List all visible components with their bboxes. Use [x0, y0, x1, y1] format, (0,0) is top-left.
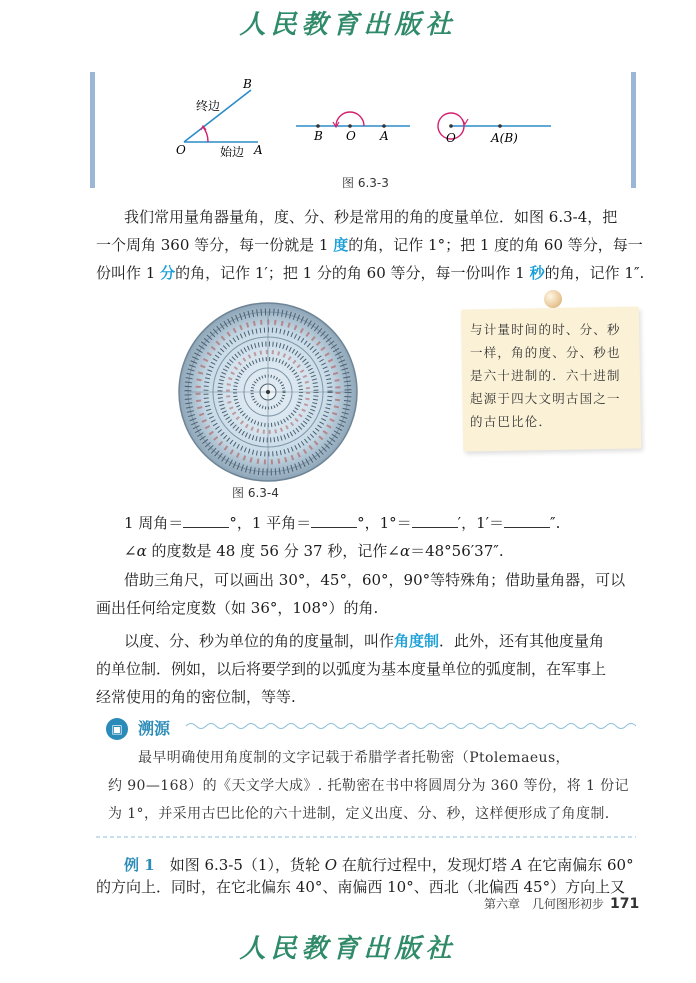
angle-diagram-3	[438, 113, 551, 145]
para3-line1: 以度、分、秒为单位的角的度量制，叫作角度制．此外，还有其他度量角	[124, 632, 605, 650]
label-point-a: A	[380, 129, 389, 143]
publisher-logo-bottom: 人民教育出版社	[239, 934, 457, 964]
label-point-b: B	[243, 77, 252, 91]
label-initial-side: 始边	[220, 145, 245, 159]
para3-line2: 的单位制．例如，以后将要学到的以弧度为基本度量单位的弧度制，在军事上	[96, 660, 607, 678]
para2-line2: 画出任何给定度数（如 36°，108°）的角.	[96, 599, 379, 617]
protractor-image	[178, 302, 358, 482]
publisher-logo-top: 人民教育出版社	[239, 10, 457, 40]
figure-6-3-3-caption: 图 6.3-3	[342, 176, 389, 190]
origin-line1: 最早明确使用角度制的文字记载于希腊学者托勒密（Ptolemaeus，	[138, 750, 570, 766]
blank-field	[504, 511, 550, 528]
straight-angle-arc	[336, 112, 364, 126]
term-minute: 分	[160, 264, 176, 282]
label-terminal-side: 终边	[196, 99, 221, 113]
label-vertex-o: O	[346, 129, 356, 143]
wave-divider	[186, 720, 636, 732]
blank-field	[311, 511, 357, 528]
figure-6-3-3	[96, 72, 631, 182]
page-number: 171	[610, 896, 640, 912]
angle-diagram-2	[296, 112, 410, 143]
figure-frame-right	[631, 72, 636, 188]
term-degree-system: 角度制	[394, 632, 440, 650]
label-vertex-o: O	[446, 131, 456, 145]
chapter-title: 第六章 几何图形初步	[484, 897, 605, 911]
figure-frame-left	[90, 72, 95, 188]
origin-line3: 为 1°，并采用古巴比伦的六十进制，定义出度、分、秒，这样便形成了角度制.	[108, 806, 610, 822]
para3-line3: 经常使用的角的密位制，等等.	[96, 688, 296, 706]
label-point-a: A	[254, 143, 263, 157]
origin-line2: 约 90—168）的《天文学大成》. 托勒密在书中将圆周分为 360 等份，将 1 份记	[108, 778, 629, 794]
para2-line1: 借助三角尺，可以画出 30°，45°，60°，90°等特殊角；借助量角器，可以	[124, 571, 626, 589]
origin-title: 溯源	[138, 719, 171, 738]
para1-line2: 一个周角 360 等分，每一份就是 1 度的角，记作 1°；把 1 度的角 60 等分，每一	[96, 236, 643, 254]
term-second: 秒	[529, 264, 545, 282]
book-icon: ▣	[106, 718, 128, 740]
term-degree: 度	[333, 236, 349, 254]
para1-line1: 我们常用量角器量角，度、分、秒是常用的角的度量单位．如图 6.3-4，把	[124, 208, 618, 226]
example-label: 例 1	[124, 856, 155, 874]
alpha-line: ∠α 的度数是 48 度 56 分 37 秒，记作∠α＝48°56′37″.	[124, 542, 504, 560]
blank-field	[412, 511, 458, 528]
label-vertex-o: O	[176, 143, 186, 157]
exercise-line: 1 周角＝ °，1 平角＝ °，1°＝ ′，1′＝ ″.	[124, 509, 560, 537]
page-footer	[484, 895, 639, 912]
angle-diagram-1	[176, 77, 263, 159]
terminal-ray	[184, 90, 251, 142]
figure-6-3-4-caption: 图 6.3-4	[232, 486, 279, 500]
note-text: 与计量时间的时、分、秒一样，角的度、分、秒也是六十进制的．六十进制起源于四大文明古国之一的古巴比伦．	[470, 322, 621, 429]
para1-line3: 份叫作 1 分的角，记作 1′；把 1 分的角 60 等分，每一份叫作 1 秒的角，记作 1″.	[96, 264, 645, 282]
label-point-b: B	[314, 129, 323, 143]
origin-bottom-divider	[96, 834, 636, 840]
example-line1: 例 1 如图 6.3-5（1），货轮 O 在航行过程中，发现灯塔 A 在它南偏东 60°	[124, 856, 634, 874]
label-point-ab: A(B)	[491, 131, 518, 145]
blank-field	[183, 511, 229, 528]
example-line2: 的方向上．同时，在它北偏东 40°、南偏西 10°、西北（北偏西 45°）方向上又	[96, 878, 626, 896]
pin-icon	[544, 290, 562, 308]
